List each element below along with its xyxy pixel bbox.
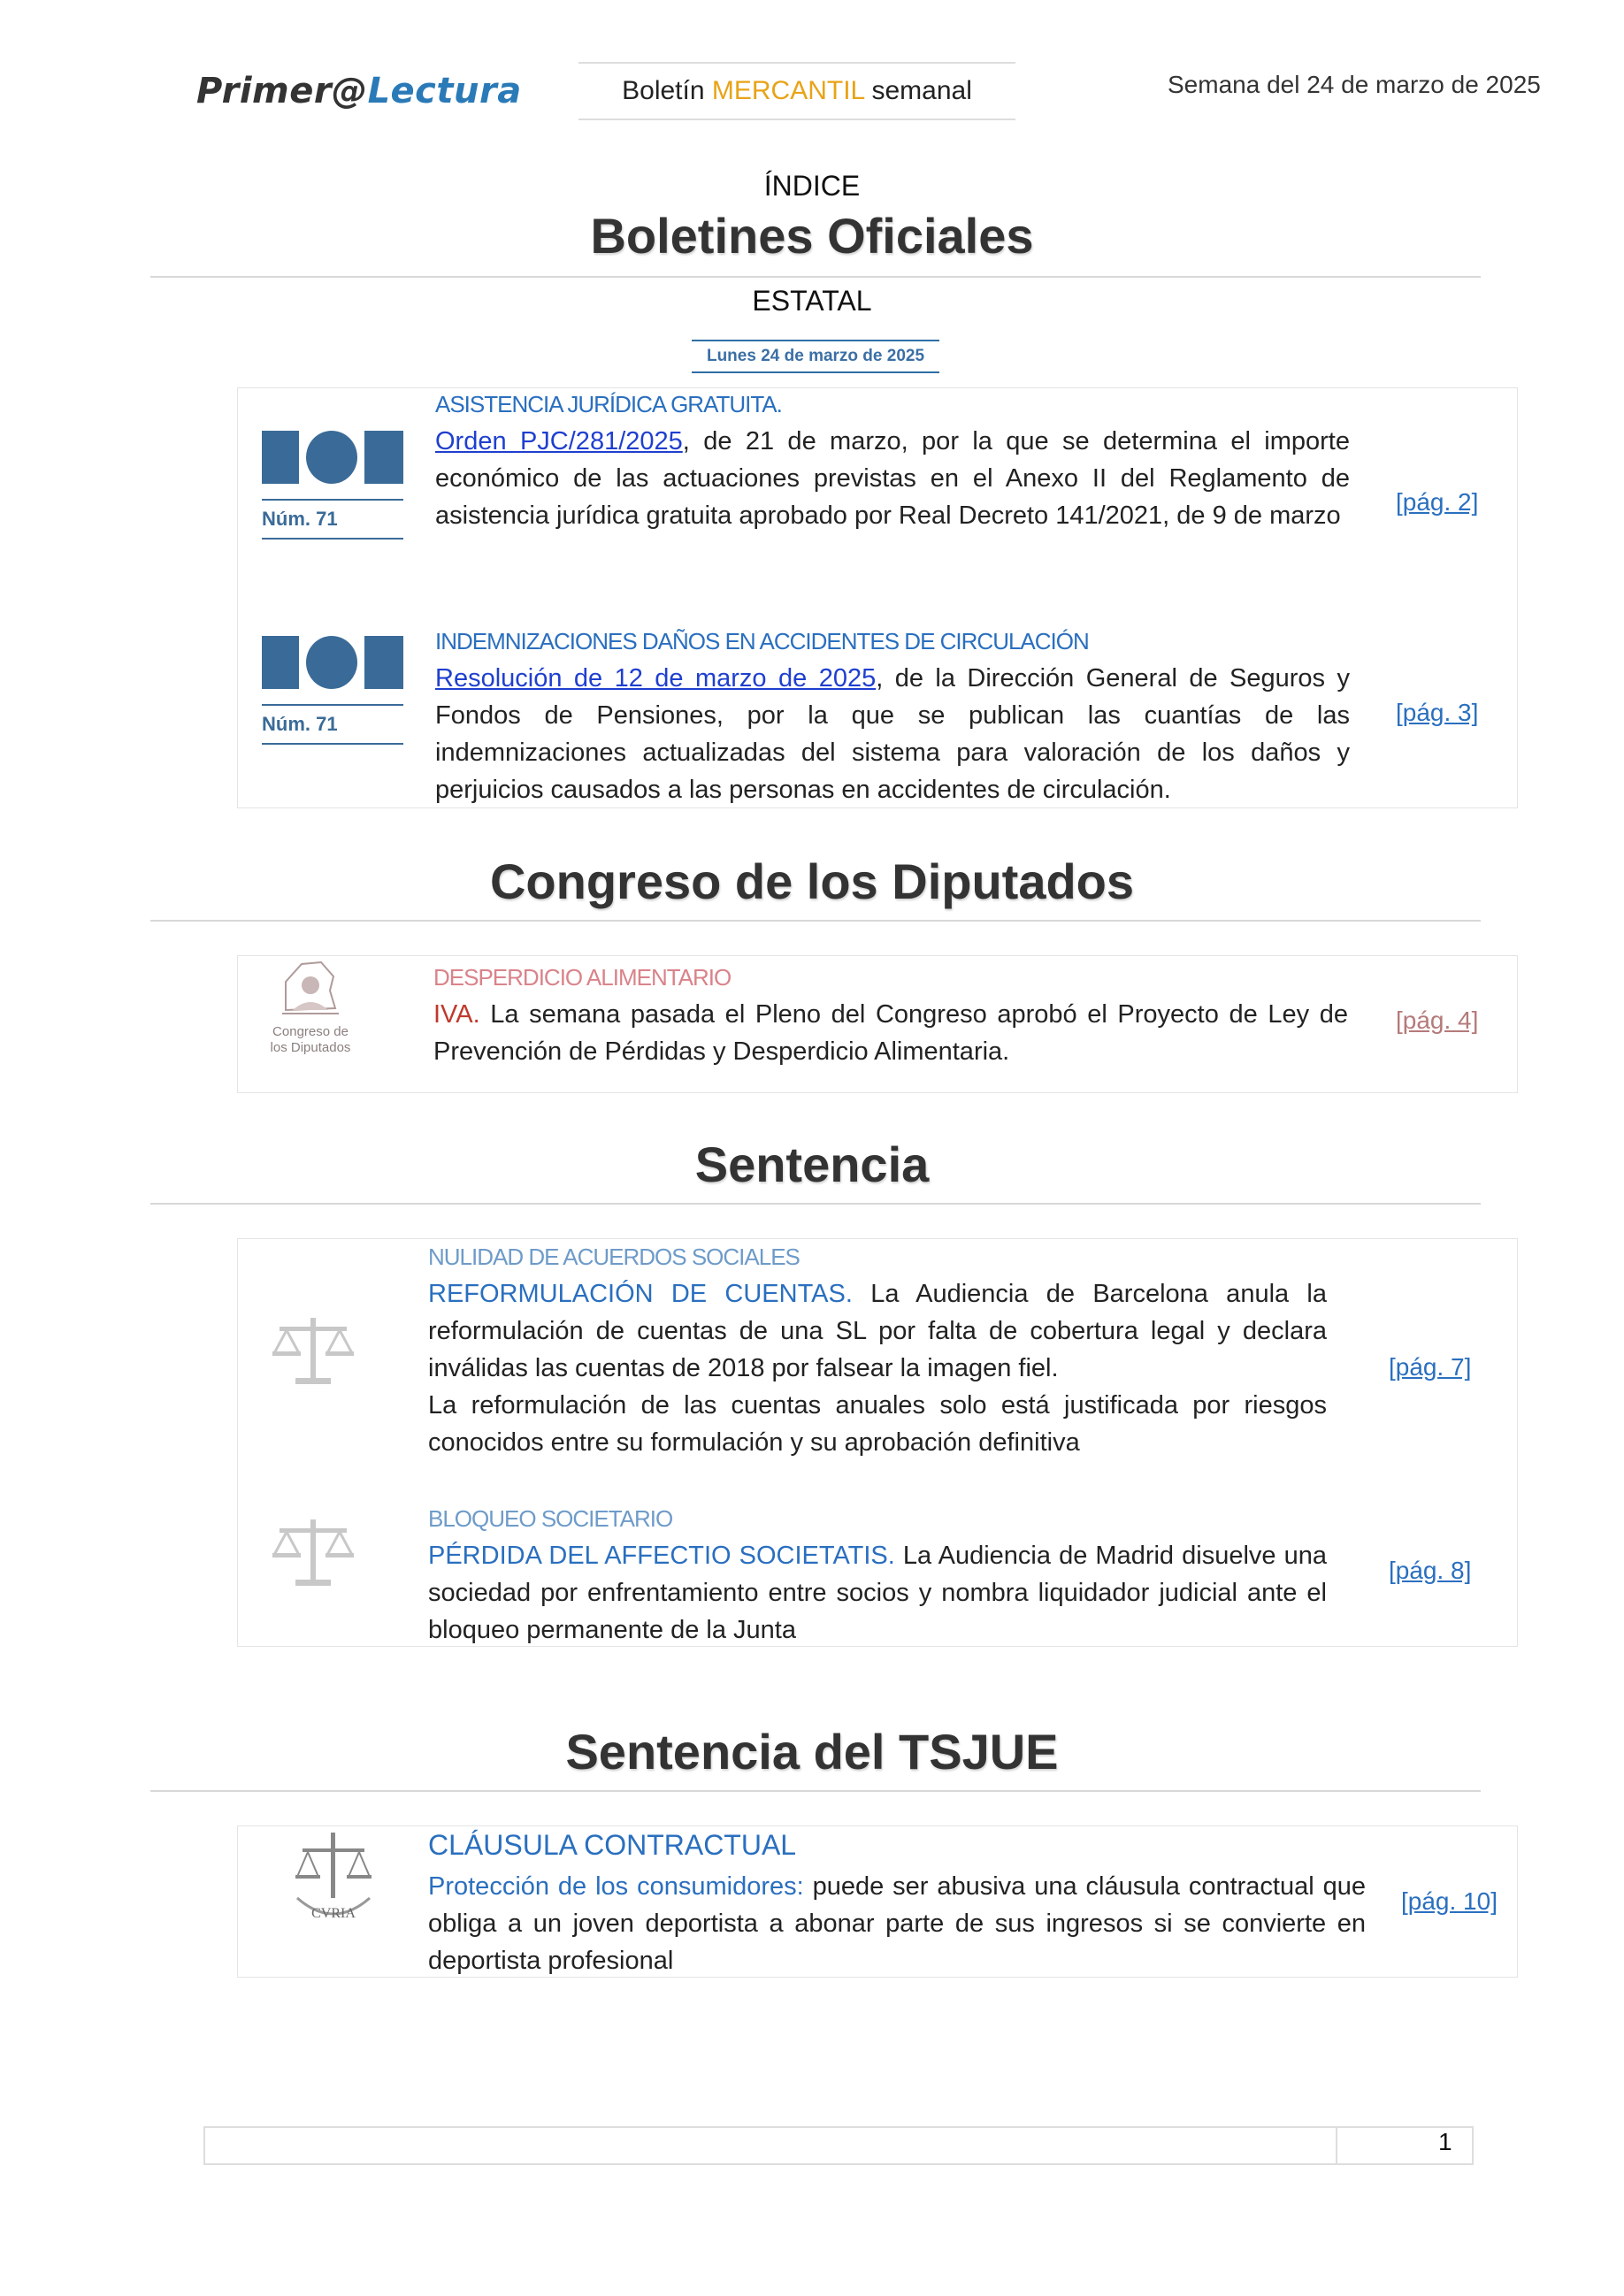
footer-box: [203, 2126, 1474, 2165]
bulletin-title: [578, 62, 1015, 120]
page-link[interactable]: [pág. 4]: [1396, 1006, 1479, 1034]
item-body: La Audiencia de Madrid disuelve una sociedad por enfrentamiento entre socios y nombra liquidador judicial ante el bloqueo permanente de la Junta: [428, 1542, 1327, 1644]
curia-logo-text: CVRIA: [311, 1906, 356, 1921]
divider: [150, 1203, 1481, 1205]
bulletin-mercantil: MERCANTIL: [711, 76, 865, 105]
boe-logo: [262, 633, 403, 745]
boe-icon: [262, 633, 403, 692]
item-body: La Audiencia de Barcelona anula la reformulación de cuentas de una SL por falta de cobertura legal y declara inválidas las cuentas de 2018 por falsear la imagen fiel.: [428, 1280, 1327, 1382]
boe-logo: [262, 428, 403, 540]
item-category: NULIDAD DE ACUERDOS SOCIALES: [428, 1244, 800, 1270]
week-label: Semana del 24 de marzo de 2025: [1168, 71, 1541, 98]
footer-separator: [1336, 2126, 1337, 2165]
item-lead: IVA.: [433, 1000, 480, 1029]
document-link[interactable]: Resolución de 12 de marzo de 2025: [435, 664, 877, 693]
brand-logo: [196, 71, 522, 111]
bulletin-pre: Boletín: [622, 76, 712, 105]
congreso-logo: [262, 955, 359, 1061]
item-lead: Protección de los consumidores:: [428, 1872, 804, 1901]
item-category: BLOQUEO SOCIETARIO: [428, 1505, 673, 1532]
item-category: CLÁUSULA CONTRACTUAL: [428, 1829, 797, 1861]
item-category: ASISTENCIA JURÍDICA GRATUITA.: [435, 391, 782, 417]
date-badge: Lunes 24 de marzo de 2025: [692, 340, 939, 373]
item-body: La semana pasada el Pleno del Congreso aprobó el Proyecto de Ley de Prevención de Pérdidas y Desperdicio Alimentaria.: [433, 1000, 1348, 1066]
item-category: INDEMNIZACIONES DAÑOS EN ACCIDENTES DE CIRCULACIÓN: [435, 628, 1089, 654]
item-body: , de la Dirección General de Seguros y Fondos de Pensiones, por la que se publican las cuantías de las indemnizaciones actualizadas del sistema para valoración de los daños y perjuicios causados a las personas en accidentes de circulación.: [435, 664, 1350, 804]
scales-of-justice-icon: [271, 1514, 356, 1596]
section-title-boletines: Boletines Oficiales: [590, 208, 1034, 264]
page-link[interactable]: [pág. 8]: [1389, 1557, 1472, 1584]
scales-of-justice-icon: [271, 1313, 356, 1394]
item-body: puede ser abusiva una cláusula contractual que obliga a un joven deportista a abonar parte de sus ingresos si se convierte en deportista profesional: [428, 1872, 1366, 1975]
page-link[interactable]: [pág. 2]: [1396, 488, 1479, 516]
item-text: [435, 423, 1350, 534]
bulletin-post: semanal: [864, 76, 972, 105]
boe-number-badge: Núm. 71: [262, 499, 403, 540]
section-title-sentencia: Sentencia: [694, 1137, 930, 1192]
subsection-estatal: ESTATAL: [752, 285, 872, 317]
divider: [150, 276, 1481, 278]
item-body-2: La reformulación de las cuentas anuales solo está justificada por riesgos conocidos entre su formulación y su aprobación definitiva: [428, 1391, 1327, 1457]
curia-logo: [281, 1829, 386, 1937]
item-lead: REFORMULACIÓN DE CUENTAS.: [428, 1280, 853, 1308]
logo-part1: Primer@: [196, 71, 368, 111]
item-text: [435, 660, 1350, 808]
section-title-congreso: Congreso de los Diputados: [489, 853, 1135, 909]
section-title-tsjue: Sentencia del TSJUE: [565, 1724, 1059, 1779]
document-link[interactable]: Orden PJC/281/2025: [435, 427, 683, 455]
congreso-lion-icon: [275, 955, 346, 1021]
item-lead: PÉRDIDA DEL AFFECTIO SOCIETATIS.: [428, 1542, 895, 1570]
page-number: 1: [1438, 2128, 1452, 2155]
congreso-logo-line2: los Diputados: [270, 1040, 351, 1055]
divider: [150, 920, 1481, 922]
logo-part2: Lectura: [367, 71, 522, 111]
divider: [150, 1790, 1481, 1792]
item-text: [428, 1537, 1327, 1649]
item-text: [433, 996, 1348, 1070]
item-category: DESPERDICIO ALIMENTARIO: [433, 964, 732, 991]
congreso-logo-line1: Congreso de: [272, 1024, 349, 1039]
item-body: , de 21 de marzo, por la que se determina el importe económico de las actuaciones previstas en el Anexo II del Reglamento de asistencia jurídica gratuita aprobado por Real Decreto 141/2021, de 9 de marzo: [435, 427, 1350, 530]
item-text: [428, 1275, 1327, 1461]
curia-emblem-icon: [285, 1829, 382, 1933]
index-label: ÍNDICE: [763, 170, 861, 202]
page-link[interactable]: [pág. 3]: [1396, 699, 1479, 726]
page-link[interactable]: [pág. 10]: [1401, 1887, 1498, 1915]
item-text: [428, 1868, 1366, 1979]
page-link[interactable]: [pág. 7]: [1389, 1353, 1472, 1381]
boe-number-badge: Núm. 71: [262, 704, 403, 745]
boe-icon: [262, 428, 403, 486]
